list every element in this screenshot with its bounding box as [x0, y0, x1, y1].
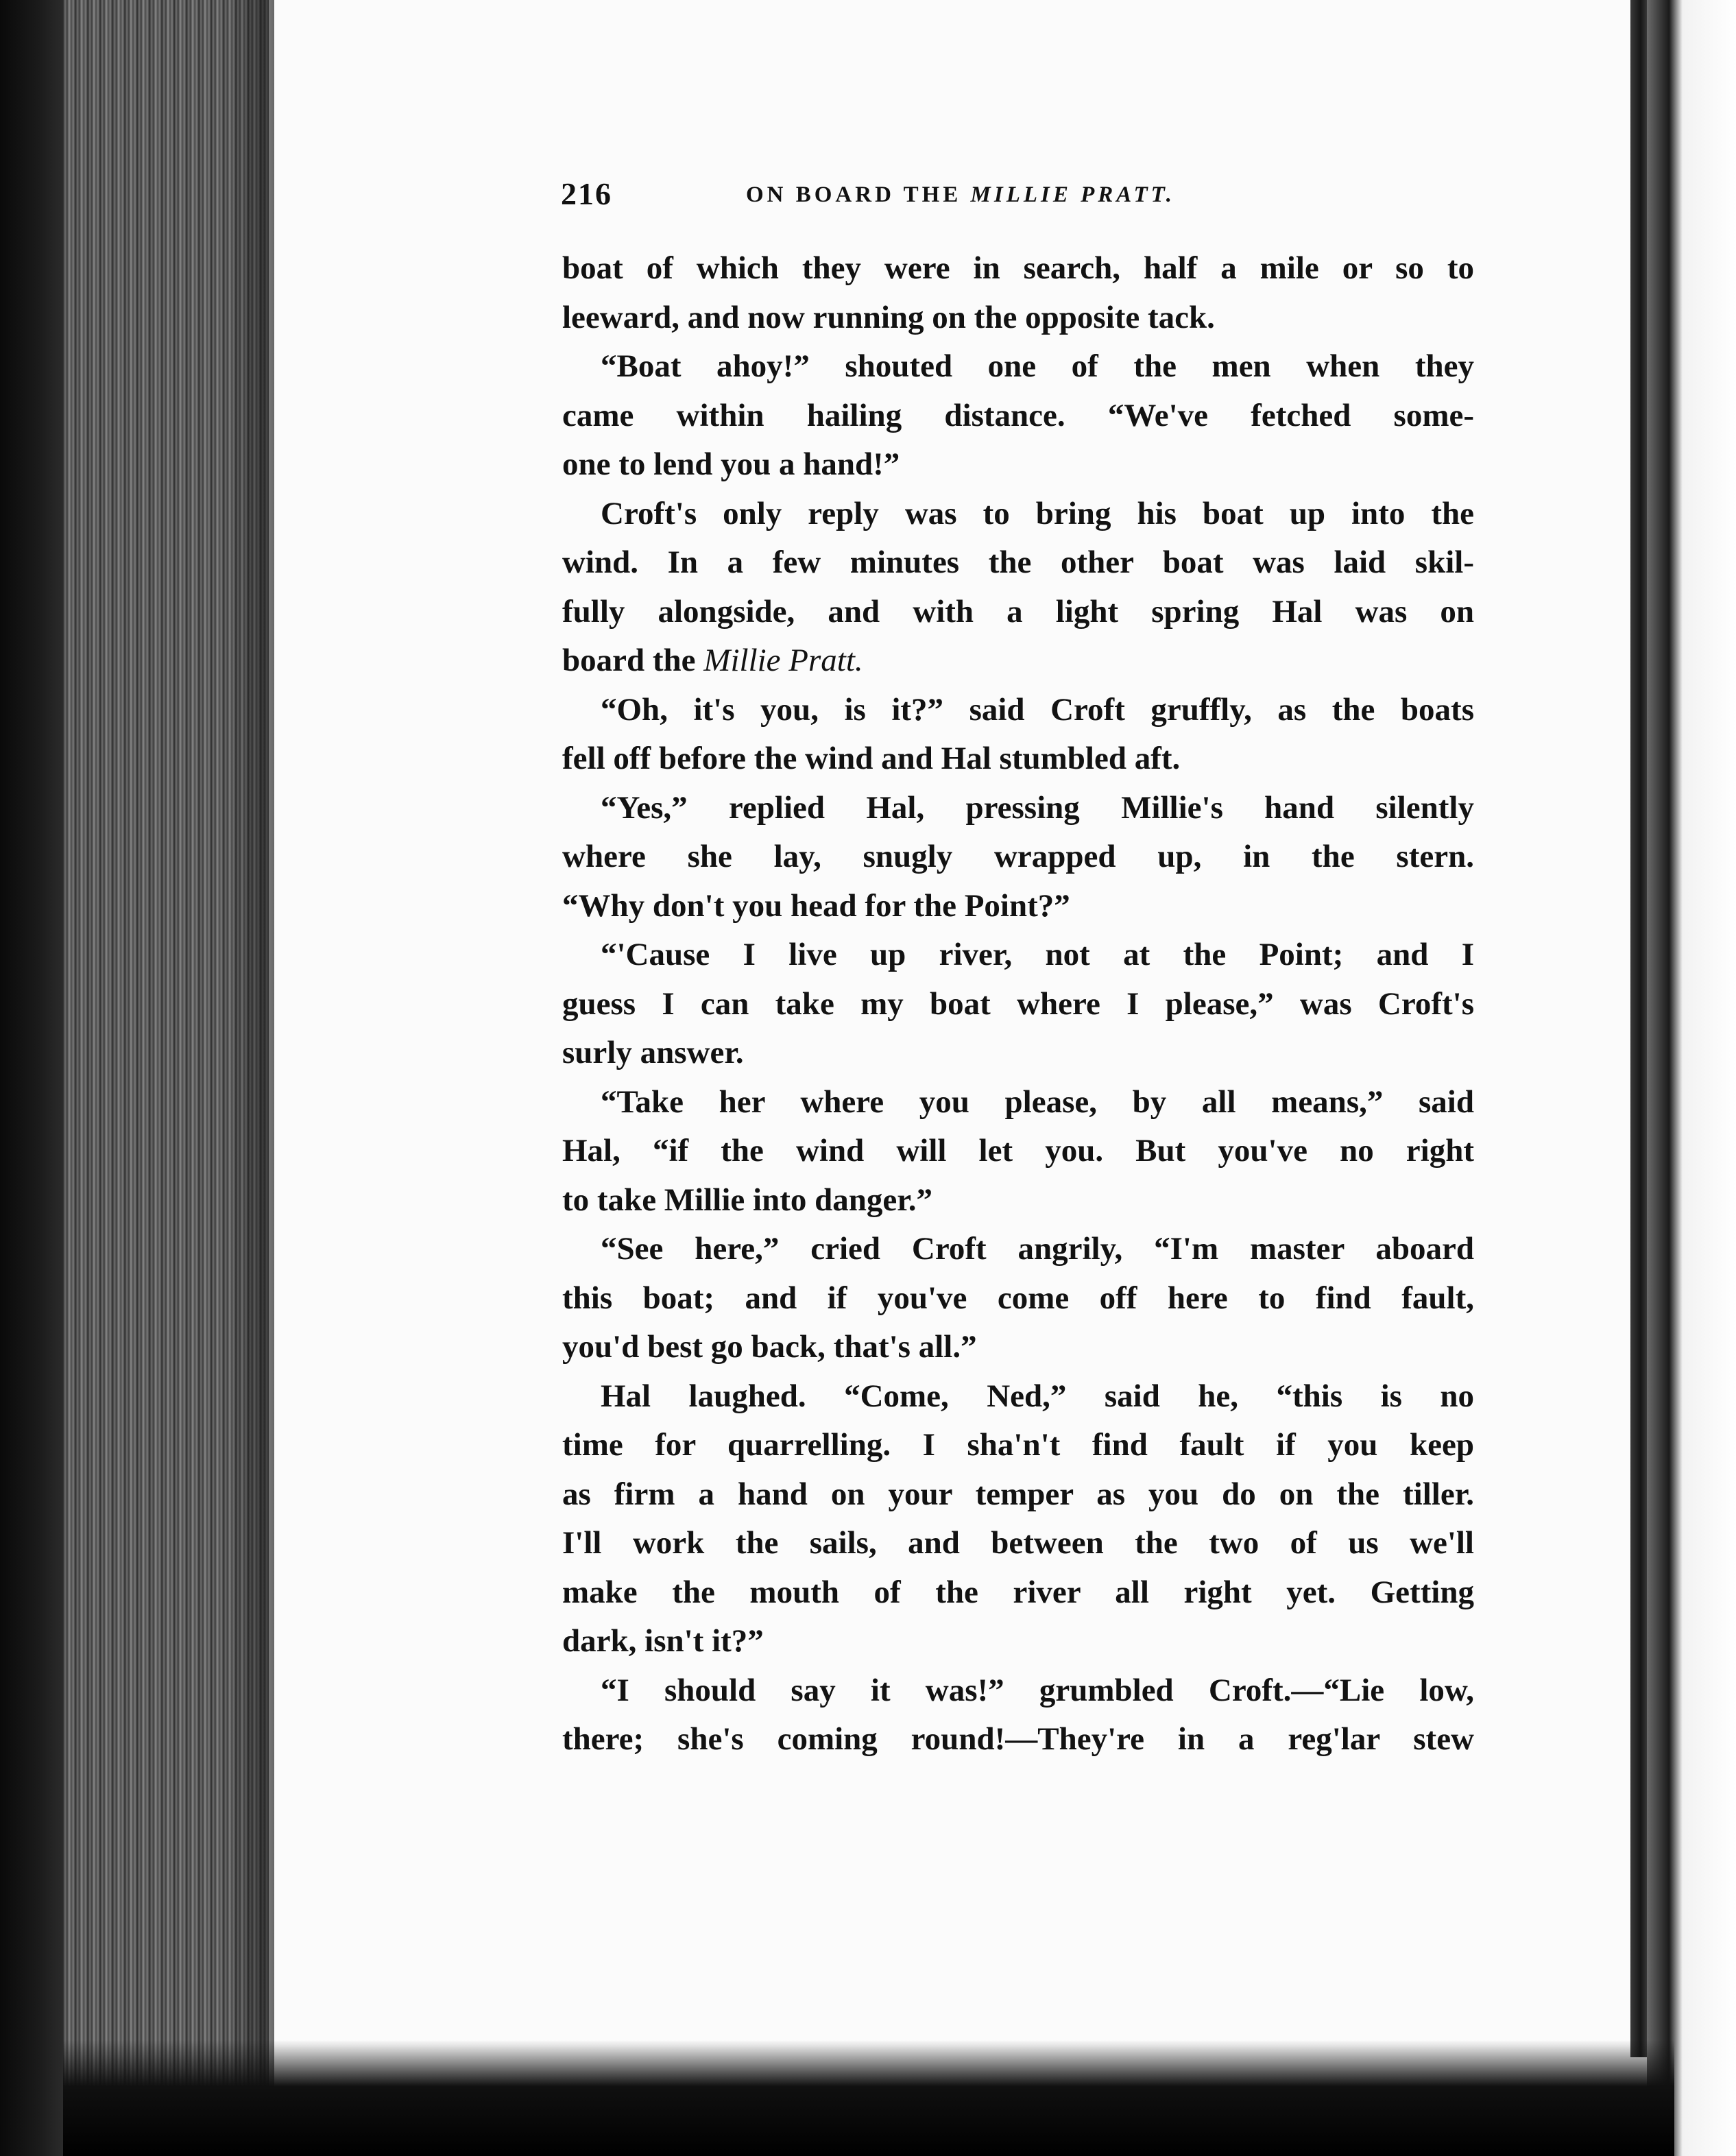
text-line: there; she's coming round!—They're in a reg'lar stew [562, 1721, 1474, 1757]
text-line: surly answer. [562, 1035, 744, 1070]
text-line: where she lay, snugly wrapped up, in the stern. [562, 839, 1474, 874]
text-line: one to lend you a hand!” [562, 446, 900, 482]
text-line: “See here,” cried Croft angrily, “I'm master aboard [601, 1231, 1474, 1267]
text-line: wind. In a few minutes the other boat was laid skil- [562, 544, 1474, 580]
scan-border-left [0, 0, 63, 2156]
text-line: fully alongside, and with a light spring Hal was on [562, 593, 1474, 630]
text-line: make the mouth of the river all right yet. Getting [562, 1574, 1474, 1610]
text-line: fell off before the wind and Hal stumbled aft. [562, 741, 1181, 776]
running-title-prefix: ON BOARD THE [746, 182, 962, 207]
text-line: leeward, and now running on the opposite tack. [562, 299, 1215, 335]
text-line: Hal laughed. “Come, Ned,” said he, “this is no [601, 1378, 1474, 1414]
italic-ship-name: Millie Pratt. [703, 643, 863, 678]
text-line: guess I can take my boat where I please,” was Croft's [562, 985, 1474, 1022]
text-line: “Yes,” replied Hal, pressing Millie's hand silently [601, 789, 1474, 826]
text-line: came within hailing distance. “We've fetched some- [562, 397, 1474, 433]
text-line: I'll work the sails, and between the two of us we'll [562, 1525, 1474, 1561]
text-line: boat of which they were in search, half a mile or so to [562, 250, 1474, 286]
running-header [561, 176, 1281, 224]
text-line [562, 636, 1474, 686]
text-fragment: board the [562, 643, 696, 678]
text-line: time for quarrelling. I sha'n't find fault if you keep [562, 1427, 1474, 1463]
scan-border-bottom [63, 2040, 1674, 2156]
scan-border-right [1647, 0, 1736, 2156]
text-line: Hal, “if the wind will let you. But you've no right [562, 1133, 1474, 1169]
text-line: “Boat ahoy!” shouted one of the men when they [601, 348, 1474, 384]
running-title [746, 182, 1175, 208]
page-edge-shadow [226, 0, 274, 2156]
page-number: 216 [561, 176, 612, 211]
text-line: “Why don't you head for the Point?” [562, 887, 1070, 924]
text-line: you'd best go back, that's all.” [562, 1329, 977, 1365]
text-line: “Oh, it's you, is it?” said Croft gruffly, as the boats [601, 691, 1474, 728]
running-title-italic: MILLIE PRATT. [970, 182, 1176, 207]
text-line: “Take her where you please, by all means,” said [601, 1083, 1474, 1120]
body-text [562, 244, 1474, 1764]
text-line: dark, isn't it?” [562, 1623, 764, 1659]
text-line: “I should say it was!” grumbled Croft.—“Lie low, [601, 1672, 1474, 1708]
text-line: this boat; and if you've come off here to find fault, [562, 1280, 1474, 1316]
text-line: to take Millie into danger.” [562, 1182, 933, 1218]
text-line: as firm a hand on your temper as you do on the tiller. [562, 1476, 1474, 1512]
text-line: “'Cause I live up river, not at the Point; and I [601, 937, 1474, 972]
text-line: Croft's only reply was to bring his boat up into the [601, 495, 1474, 531]
